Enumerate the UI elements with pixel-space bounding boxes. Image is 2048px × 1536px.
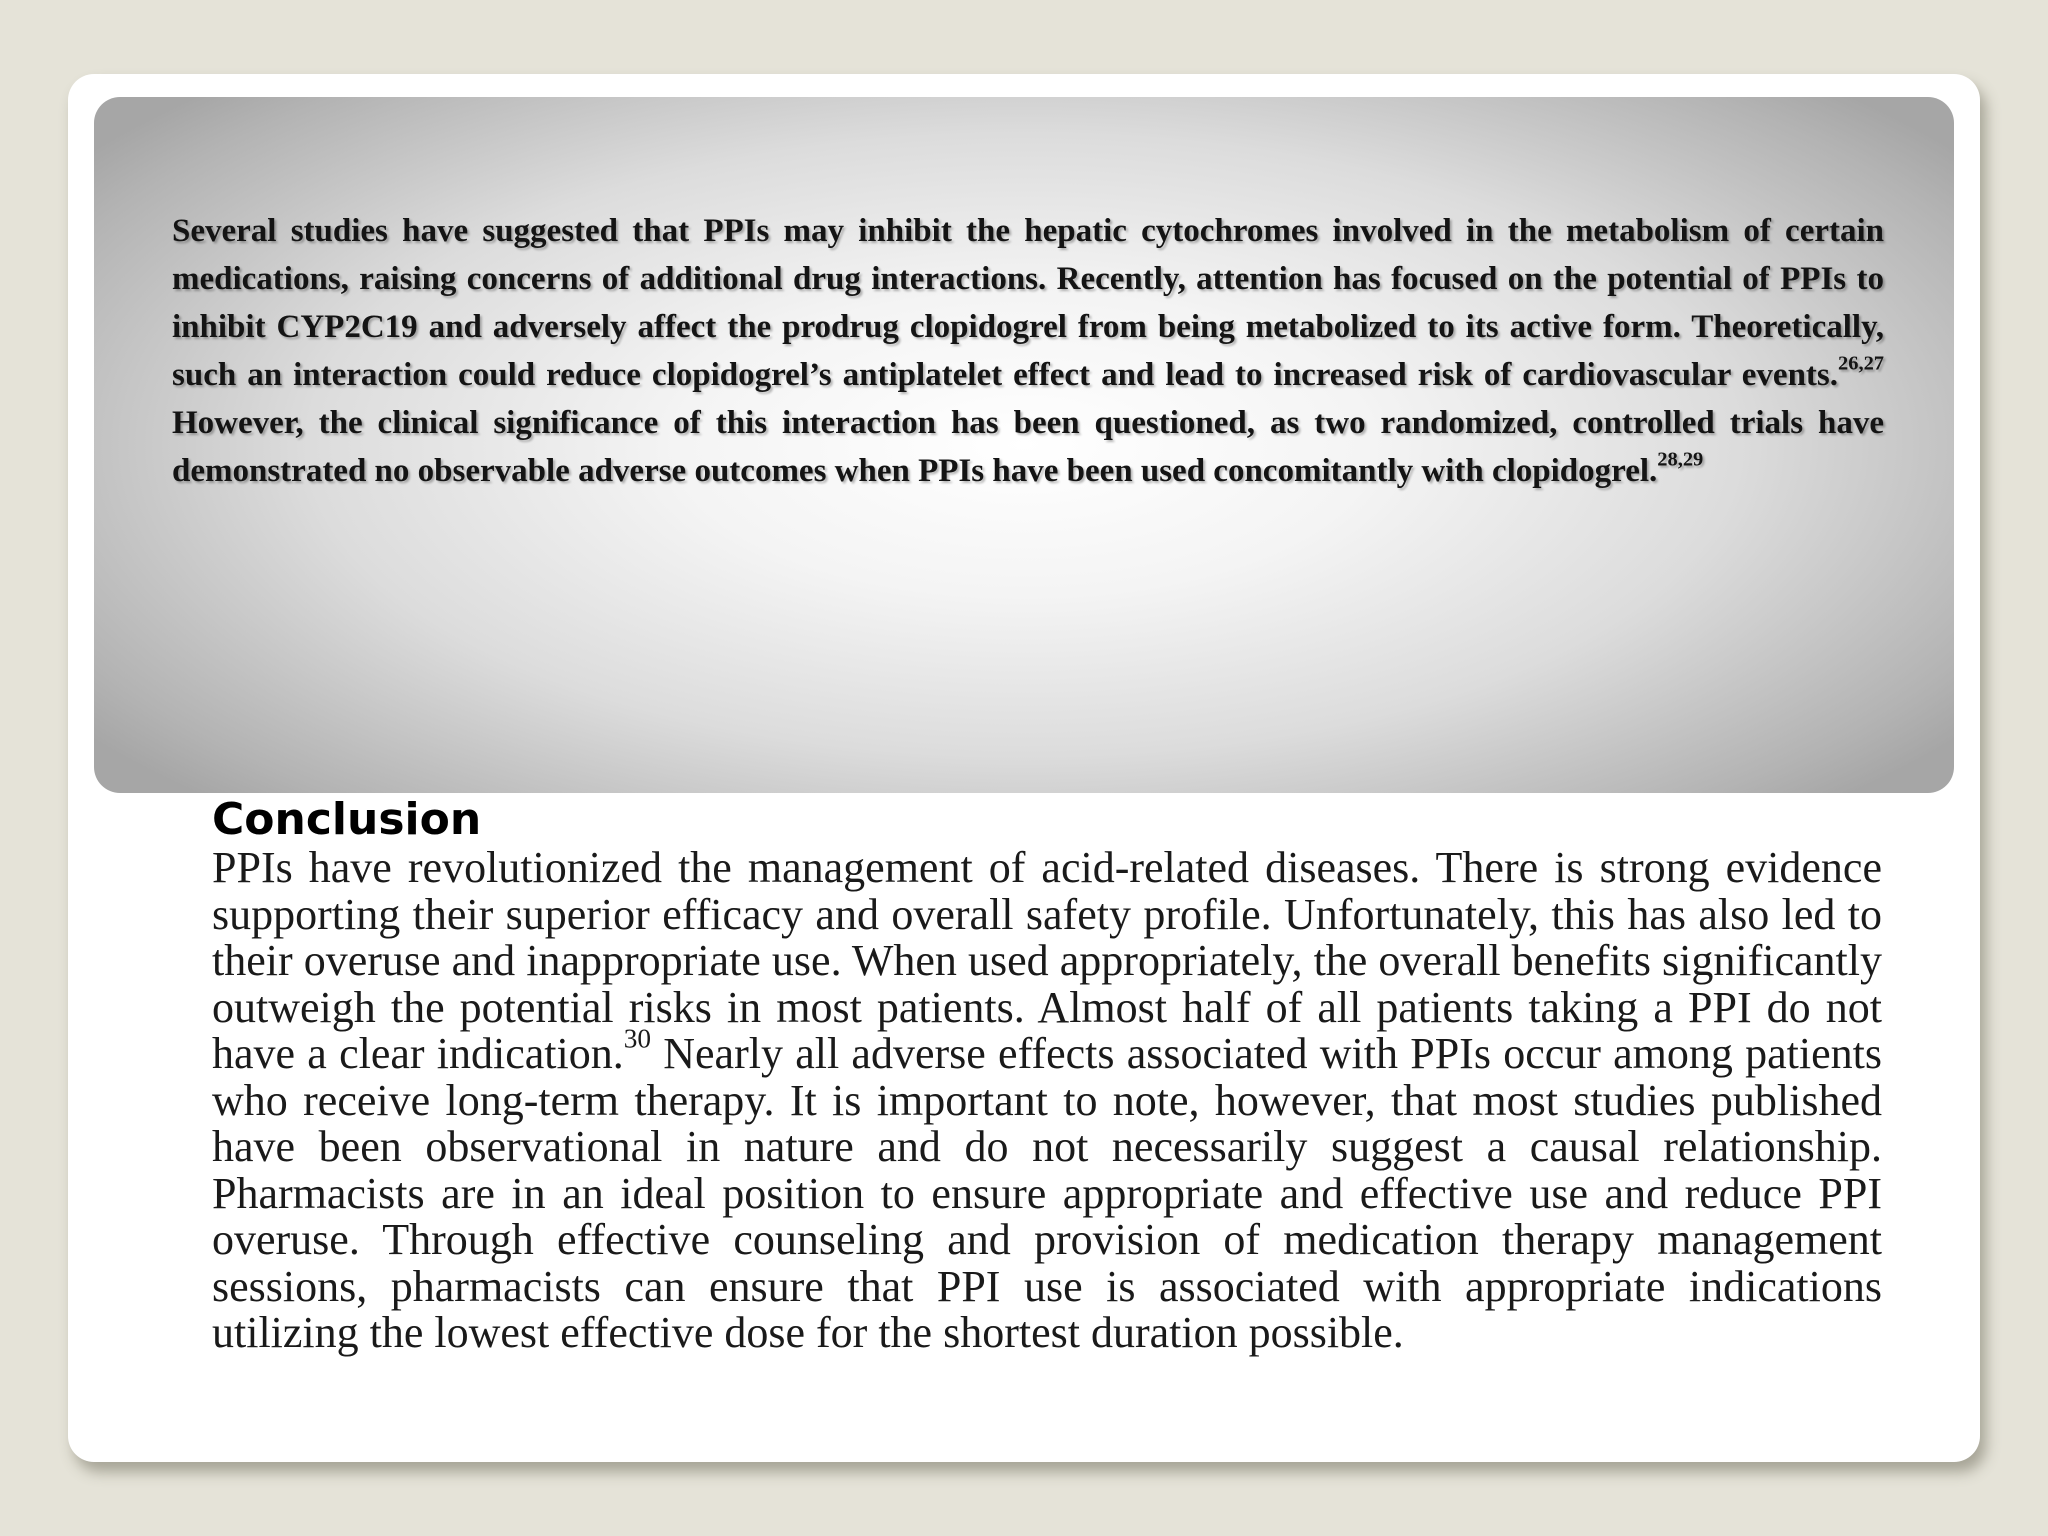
drug-interaction-paragraph — [172, 207, 1884, 495]
drug-interaction-text-2: However, the clinical significance of this interaction has been questioned, as two randomized, controlled trials have demonstrated no observable adverse outcomes when PPIs have been used concomitantly with clopidogrel. — [172, 405, 1884, 489]
citation-30: 30 — [623, 1023, 652, 1054]
conclusion-text-2: Nearly all adverse effects associated with PPIs occur among patients who receive long-term therapy. It is important to note, however, that most studies published have been observational in nature and do not necessarily suggest a causal relationship. Pharmacists are in an ideal position to ensure appropriate and effective use and reduce PPI overuse. Through effective counseling and provision of medication therapy management sessions, pharmacists can ensure that PPI use is associated with appropriate indications utilizing the lowest effective dose for the shortest duration possible. — [212, 1029, 1883, 1357]
citation-26-27: 26,27 — [1838, 352, 1884, 375]
conclusion-text-1: PPIs have revolutionized the management of acid-related diseases. There is strong evidence supporting their superior efficacy and overall safety profile. Unfortunately, this has also led to their overuse and inappropriate use. When used appropriately, the overall benefits significantly outweigh the potential risks in most patients. Almost half of all patients taking a PPI do not have a clear indication. — [212, 843, 1882, 1078]
drug-interaction-text-1: Several studies have suggested that PPIs may inhibit the hepatic cytochromes involved in the metabolism of certain medications, raising concerns of additional drug interactions. Recently, attention has focused on the potential of PPIs to inhibit CYP2C19 and adversely affect the prodrug clopidogrel from being metabolized to its active form. Theoretically, such an interaction could reduce clopidogrel’s antiplatelet effect and lead to increased risk of cardiovascular events. — [172, 213, 1884, 393]
conclusion-paragraph — [212, 845, 1882, 1357]
citation-28-29: 28,29 — [1657, 448, 1704, 471]
conclusion-heading: Conclusion — [212, 794, 482, 845]
